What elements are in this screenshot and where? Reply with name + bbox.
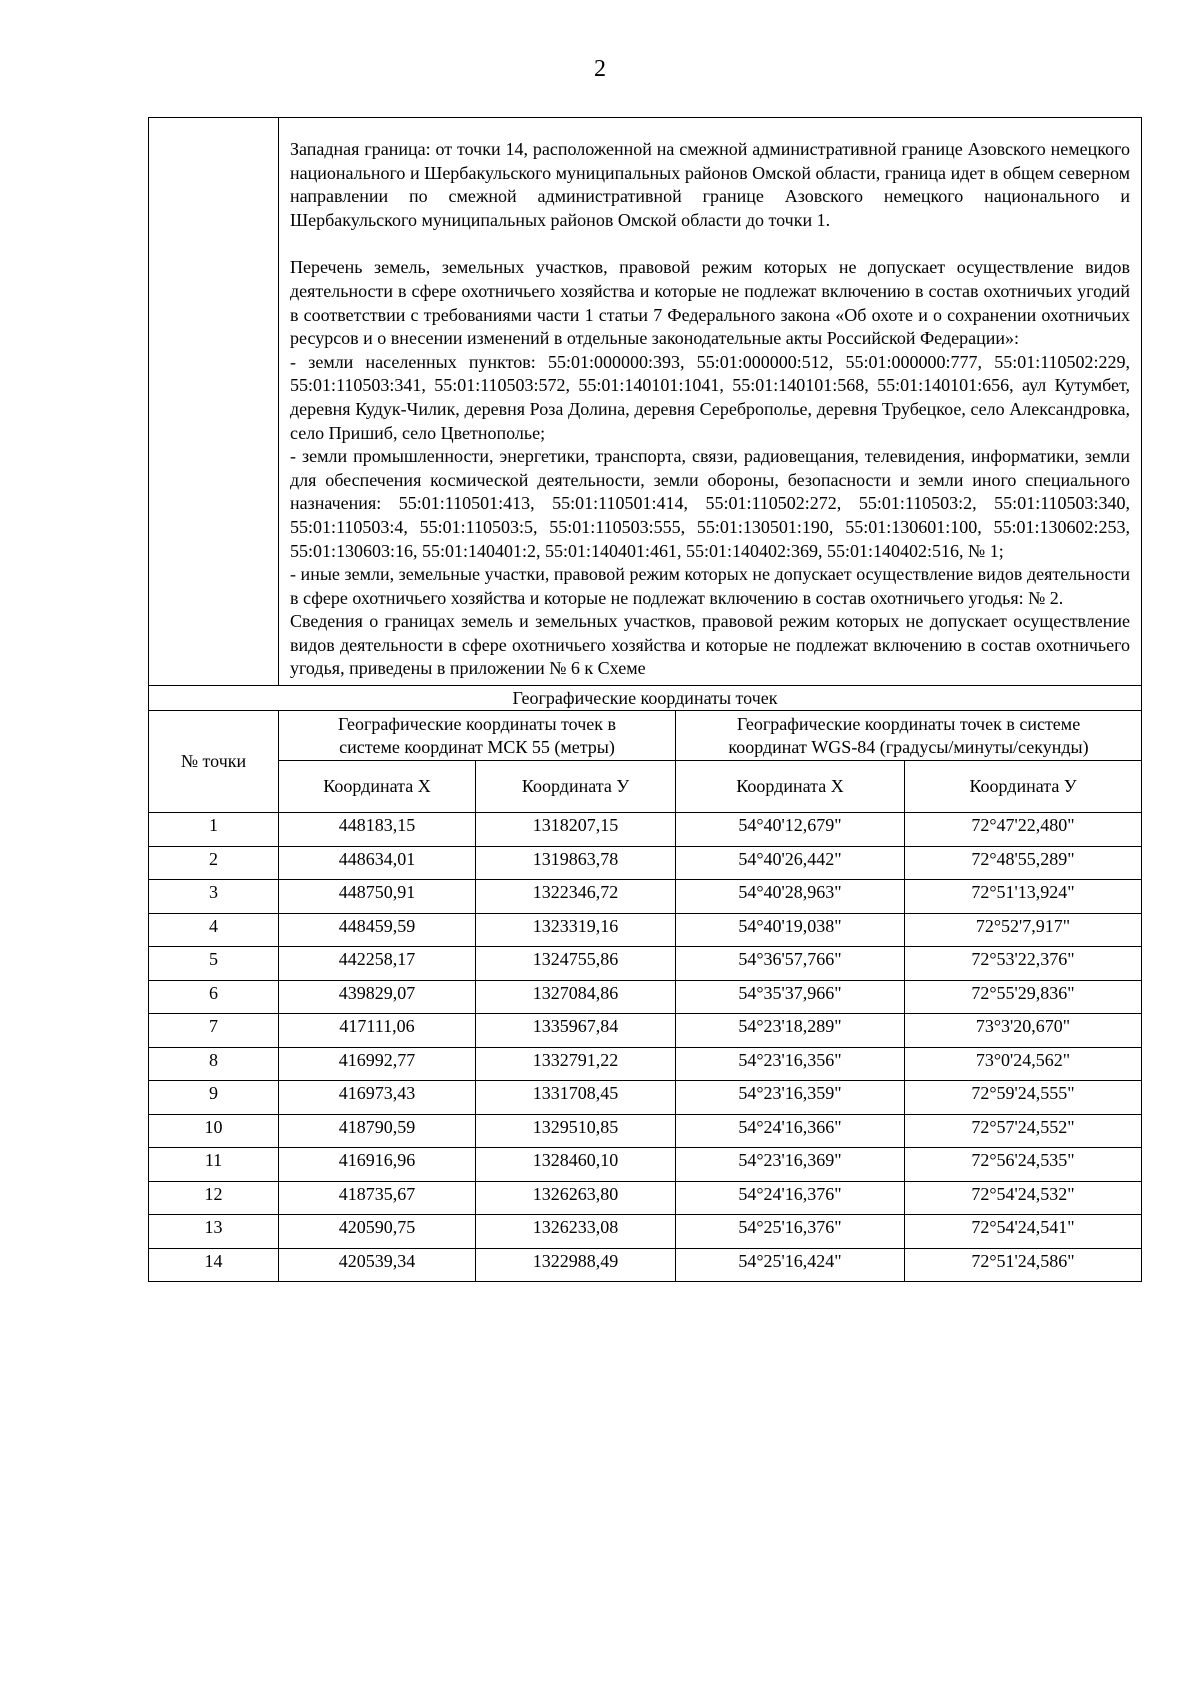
msk-x-value: 418790,59: [279, 1114, 476, 1148]
msk-y-header: Координата У: [476, 761, 676, 813]
wgs-y-value: 72°51'24,586": [905, 1248, 1142, 1282]
msk-y-value: 1328460,10: [476, 1148, 676, 1182]
table-row: [149, 846, 1142, 880]
msk-x-value: 439829,07: [279, 980, 476, 1014]
table-subheader-row: [149, 761, 1142, 813]
wgs-x-value: 54°23'16,356": [676, 1047, 905, 1081]
msk-x-value: 420539,34: [279, 1248, 476, 1282]
wgs-y-value: 72°52'7,917": [905, 913, 1142, 947]
msk-y-value: 1331708,45: [476, 1081, 676, 1115]
table-row: [149, 813, 1142, 847]
table-row: [149, 980, 1142, 1014]
table-row: [149, 1248, 1142, 1282]
table-row: [149, 1081, 1142, 1115]
table-row: [149, 1215, 1142, 1249]
wgs-y-value: 72°57'24,552": [905, 1114, 1142, 1148]
point-number: 7: [149, 1014, 279, 1048]
wgs-y-value: 72°48'55,289": [905, 846, 1142, 880]
point-number: 3: [149, 880, 279, 914]
wgs-x-value: 54°24'16,376": [676, 1181, 905, 1215]
msk-x-value: 416916,96: [279, 1148, 476, 1182]
wgs-x-value: 54°23'18,289": [676, 1014, 905, 1048]
point-number: 1: [149, 813, 279, 847]
page-number: 2: [594, 56, 606, 82]
wgs-x-value: 54°40'12,679": [676, 813, 905, 847]
description-cell: [279, 118, 1142, 686]
wgs-x-header: Координата X: [676, 761, 905, 813]
wgs-y-value: 72°56'24,535": [905, 1148, 1142, 1182]
coordinates-table: [148, 117, 1142, 1282]
wgs-x-value: 54°40'28,963": [676, 880, 905, 914]
msk-y-value: 1319863,78: [476, 846, 676, 880]
wgs-y-value: 73°3'20,670": [905, 1014, 1142, 1048]
msk-y-value: 1326263,80: [476, 1181, 676, 1215]
point-number: 2: [149, 846, 279, 880]
description-row: [149, 118, 1142, 686]
msk-x-value: 418735,67: [279, 1181, 476, 1215]
msk-x-value: 442258,17: [279, 947, 476, 981]
wgs-y-value: 72°55'29,836": [905, 980, 1142, 1014]
lands-other-text: - иные земли, земельные участки, правовой режим которых не допускает осуществление видов деятельности в сфере охотничьего хозяйства и которые не подлежат включению в состав охотничьего угодья: № 2.: [290, 564, 1131, 608]
wgs-y-value: 72°54'24,541": [905, 1215, 1142, 1249]
wgs-y-header: Координата У: [905, 761, 1142, 813]
msk-x-value: 448183,15: [279, 813, 476, 847]
msk-x-value: 448634,01: [279, 846, 476, 880]
msk-x-value: 448750,91: [279, 880, 476, 914]
blank-left-cell: [149, 118, 279, 686]
point-number: 11: [149, 1148, 279, 1182]
wgs-y-value: 72°54'24,532": [905, 1181, 1142, 1215]
table-row: [149, 947, 1142, 981]
document-body: [148, 117, 1141, 1282]
point-number: 6: [149, 980, 279, 1014]
msk-x-value: 448459,59: [279, 913, 476, 947]
wgs-x-value: 54°24'16,366": [676, 1114, 905, 1148]
lands-industry-text: - земли промышленности, энергетики, транспорта, связи, радиовещания, телевидения, информатики, земли для обеспечения космической деятельности, земли обороны, безопасности и земли иного специального назначения: 55:01:110501:413, 55:01:110501:414, 55:01:110502:272, 55:01:110503:2, 55:01:110503:340, 55:01:110503:4, 55:01:110503:5, 55:01:110503:555, 55:01:130501:190, 55:01:130601:100, 55:01:130602:253, 55:01:130603:16, 55:01:140401:2, 55:01:140401:461, 55:01:140402:369, 55:01:140402:516, № 1;: [290, 446, 1131, 561]
point-number: 5: [149, 947, 279, 981]
msk-group-header: Географические координаты точек в системе координат МСК 55 (метры): [279, 711, 676, 761]
wgs-x-value: 54°35'37,966": [676, 980, 905, 1014]
wgs-x-value: 54°23'16,369": [676, 1148, 905, 1182]
wgs-x-value: 54°23'16,359": [676, 1081, 905, 1115]
point-number: 8: [149, 1047, 279, 1081]
wgs-y-value: 73°0'24,562": [905, 1047, 1142, 1081]
lands-settlements-text: - земли населенных пунктов: 55:01:000000:393, 55:01:000000:512, 55:01:000000:777, 55:01:110502:229, 55:01:110503:341, 55:01:110503:572, 55:01:140101:1041, 55:01:140101:568, 55:01:140101:656, аул Кутумбет, деревня Кудук-Чилик, деревня Роза Долина, деревня Сереброполье, деревня Трубецкое, село Александровка, село Пришиб, село Цветнополье;: [290, 351, 1131, 443]
wgs-x-value: 54°40'19,038": [676, 913, 905, 947]
msk-x-value: 420590,75: [279, 1215, 476, 1249]
wgs-group-header: Географические координаты точек в системе координат WGS-84 (градусы/минуты/секунды): [676, 711, 1142, 761]
msk-x-value: 417111,06: [279, 1014, 476, 1048]
msk-y-value: 1329510,85: [476, 1114, 676, 1148]
lands-info-text: Сведения о границах земель и земельных участков, правовой режим которых не допускает осуществление видов деятельности в сфере охотничьего хозяйства и которые не подлежат включению в состав охотничьего угодья, приведены в приложении № 6 к Схеме: [290, 611, 1131, 679]
point-number: 12: [149, 1181, 279, 1215]
wgs-y-value: 72°51'13,924": [905, 880, 1142, 914]
table-row: [149, 913, 1142, 947]
col-point-header: № точки: [149, 711, 279, 813]
point-number: 4: [149, 913, 279, 947]
msk-y-value: 1318207,15: [476, 813, 676, 847]
msk-y-value: 1323319,16: [476, 913, 676, 947]
msk-y-value: 1324755,86: [476, 947, 676, 981]
point-number: 13: [149, 1215, 279, 1249]
msk-y-value: 1322346,72: [476, 880, 676, 914]
table-row: [149, 1014, 1142, 1048]
msk-x-value: 416992,77: [279, 1047, 476, 1081]
msk-y-value: 1335967,84: [476, 1014, 676, 1048]
table-row: [149, 1047, 1142, 1081]
msk-y-value: 1326233,08: [476, 1215, 676, 1249]
wgs-x-value: 54°40'26,442": [676, 846, 905, 880]
wgs-y-value: 72°53'22,376": [905, 947, 1142, 981]
point-number: 14: [149, 1248, 279, 1282]
wgs-x-value: 54°25'16,424": [676, 1248, 905, 1282]
table-header-row: [149, 711, 1142, 761]
msk-x-header: Координата X: [279, 761, 476, 813]
msk-y-value: 1327084,86: [476, 980, 676, 1014]
msk-y-value: 1322988,49: [476, 1248, 676, 1282]
western-boundary-text: Западная граница: от точки 14, расположенной на смежной административной границе Азовского немецкого национального и Шербакульского муниципальных районов Омской области, граница идет в общем северном направлении по смежной административной границе Азовского немецкого национального и Шербакульского муниципальных районов Омской области до точки 1.: [290, 139, 1131, 230]
table-caption-row: [149, 686, 1142, 711]
table-row: [149, 1181, 1142, 1215]
msk-x-value: 416973,43: [279, 1081, 476, 1115]
table-caption: Географические координаты точек: [149, 686, 1142, 711]
wgs-x-value: 54°36'57,766": [676, 947, 905, 981]
table-row: [149, 880, 1142, 914]
point-number: 10: [149, 1114, 279, 1148]
lands-intro-text: Перечень земель, земельных участков, правовой режим которых не допускает осуществление видов деятельности в сфере охотничьего хозяйства и которые не подлежат включению в состав охотничьих угодий в соответствии с требованиями части 1 статьи 7 Федерального закона «Об охоте и о сохранении охотничьих ресурсов и о внесении изменений в отдельные законодательные акты Российской Федерации»:: [290, 257, 1131, 349]
wgs-y-value: 72°59'24,555": [905, 1081, 1142, 1115]
table-row: [149, 1114, 1142, 1148]
wgs-x-value: 54°25'16,376": [676, 1215, 905, 1249]
msk-y-value: 1332791,22: [476, 1047, 676, 1081]
wgs-y-value: 72°47'22,480": [905, 813, 1142, 847]
point-number: 9: [149, 1081, 279, 1115]
table-row: [149, 1148, 1142, 1182]
